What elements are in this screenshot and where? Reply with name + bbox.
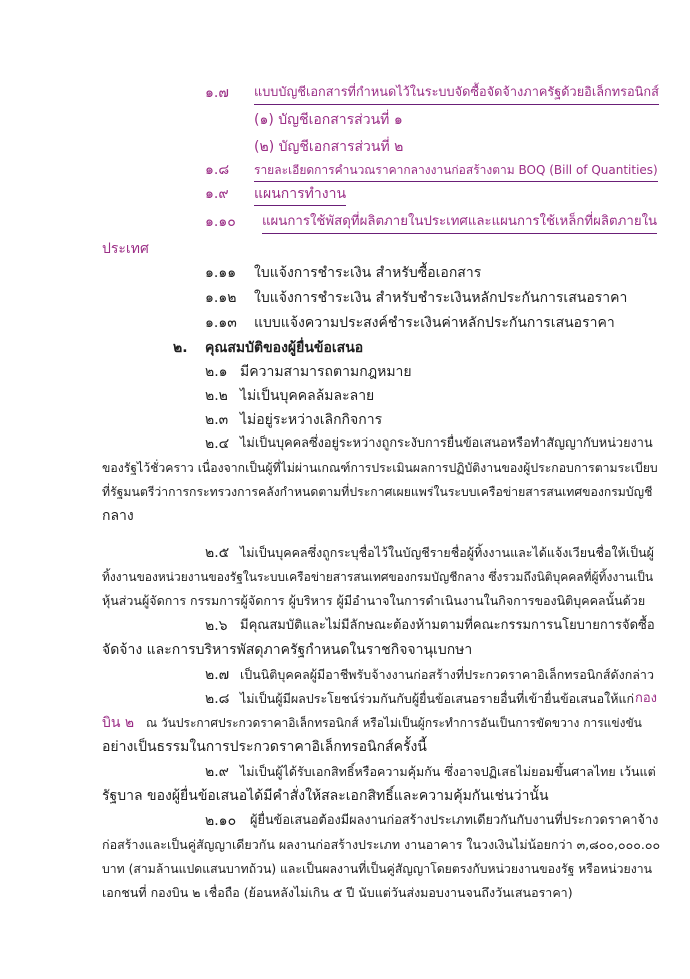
section-2-title: คุณสมบัติของผู้ยื่นข้อเสนอ [205,340,364,356]
item-2-1-text: มีความสามารถตามกฎหมาย [240,364,412,380]
item-2-4-number: ๒.๔ [205,436,230,452]
section-2-number: ๒. [173,340,188,356]
item-2-5-line-3: หุ้นส่วนผู้จัดการ กรรมการผู้จัดการ ผู้บริหาร ผู้มีอำนาจในการดำเนินงานในกิจการของนิติบุคคลนั้นด้วย [102,593,646,608]
item-1-7-sub-1: (๑) บัญชีเอกสารส่วนที่ ๑ [254,112,403,128]
item-1-10-text: แผนการใช้พัสดุที่ผลิตภายในประเทศและแผนการใช้เหล็กที่ผลิตภายใน [262,212,657,234]
item-2-8-org-name-part-1: กอง [635,691,658,706]
item-2-10-line-1: ผู้ยื่นข้อเสนอต้องมีผลงานก่อสร้างประเภทเดียวกันกับงานที่ประกวดราคาจ้าง [250,813,659,828]
item-2-3-number: ๒.๓ [205,412,229,428]
item-2-2-number: ๒.๒ [205,388,228,404]
item-1-12-number: ๑.๑๒ [205,290,237,306]
item-2-1-number: ๒.๑ [205,364,228,380]
item-2-4-line-2: ของรัฐไว้ชั่วคราว เนื่องจากเป็นผู้ที่ไม่ผ่านเกณฑ์การประเมินผลการปฏิบัติงานของผู้ประกอบการตามระเบียบ [102,461,658,475]
item-2-6-line-2: จัดจ้าง และการบริหารพัสดุภาครัฐกำหนดในราชกิจจานุเบกษา [102,642,473,658]
item-2-4-line-3: ที่รัฐมนตรีว่าการกระทรวงการคลังกำหนดตามที่ประกาศเผยแพร่ในระบบเครือข่ายสารสนเทศของกรมบัญชี [102,485,653,499]
item-2-9-line-1: ไม่เป็นผู้ได้รับเอกสิทธิ์หรือความคุ้มกัน ซึ่งอาจปฏิเสธไม่ยอมขึ้นศาลไทย เว้นแต่ [240,764,656,779]
item-2-2-text: ไม่เป็นบุคคลล้มละลาย [240,388,375,404]
item-1-8-text: รายละเอียดการคำนวณราคากลางงานก่อสร้างตาม BOQ (Bill of Quantities) [254,160,658,182]
item-2-5-number: ๒.๕ [205,545,230,561]
item-1-10-number: ๑.๑๐ [205,214,236,230]
item-2-5-line-1: ไม่เป็นบุคคลซึ่งถูกระบุชื่อไว้ในบัญชีรายชื่อผู้ทิ้งงานและได้แจ้งเวียนชื่อให้เป็นผู้ [240,545,654,560]
item-2-5-line-2: ทิ้งงานของหน่วยงานของรัฐในระบบเครือข่ายสารสนเทศของกรมบัญชีกลาง ซึ่งรวมถึงนิติบุคคลที่ผู้ทิ้งงานเป็น [102,570,654,584]
item-2-8-org-name-part-2: บิน ๒ [102,715,135,731]
item-2-7-text: เป็นนิติบุคคลผู้มีอาชีพรับจ้างงานก่อสร้างที่ประกวดราคาอิเล็กทรอนิกส์ดังกล่าว [240,667,654,682]
item-1-10-continuation: ประเทศ [102,241,149,257]
item-2-9-line-2: รัฐบาล ของผู้ยื่นข้อเสนอได้มีคำสั่งให้สละเอกสิทธิ์และความคุ้มกันเช่นว่านั้น [102,788,549,804]
item-2-4-line-1: ไม่เป็นบุคคลซึ่งอยู่ระหว่างถูกระงับการยื่นข้อเสนอหรือทำสัญญากับหน่วยงาน [240,436,653,451]
item-1-11-text: ใบแจ้งการชำระเงิน สำหรับซื้อเอกสาร [254,265,482,281]
item-1-7-text: แบบบัญชีเอกสารที่กำหนดไว้ในระบบจัดซื้อจัดจ้างภาครัฐด้วยอิเล็กทรอนิกส์ [254,83,659,105]
item-2-7-number: ๒.๗ [205,667,230,683]
item-1-11-number: ๑.๑๑ [205,265,237,281]
item-1-13-number: ๑.๑๓ [205,315,237,331]
item-2-3-text: ไม่อยู่ระหว่างเลิกกิจการ [240,412,383,428]
item-1-8-number: ๑.๘ [205,162,230,178]
item-1-7-number: ๑.๗ [205,85,229,101]
item-2-8-number: ๒.๘ [205,691,230,707]
item-2-4-line-4: กลาง [102,508,134,524]
item-1-13-text: แบบแจ้งความประสงค์ชำระเงินค่าหลักประกันการเสนอราคา [254,315,615,331]
item-2-6-line-1: มีคุณสมบัติและไม่มีลักษณะต้องห้ามตามที่คณะกรรมการนโยบายการจัดซื้อ [240,618,655,633]
item-2-10-number: ๒.๑๐ [205,813,237,829]
item-1-12-text: ใบแจ้งการชำระเงิน สำหรับชำระเงินหลักประกันการเสนอราคา [254,290,628,306]
item-2-8-line-3: อย่างเป็นธรรมในการประกวดราคาอิเล็กทรอนิกส์ครั้งนี้ [102,739,427,755]
item-2-6-number: ๒.๖ [205,618,228,634]
item-2-8-line-2: ณ วันประกาศประกวดราคาอิเล็กทรอนิกส์ หรือไม่เป็นผู้กระทำการอันเป็นการขัดขวาง การแข่งขัน [146,716,642,730]
item-2-10-line-3: บาท (สามล้านแปดแสนบาทถ้วน) และเป็นผลงานที่เป็นคู่สัญญาโดยตรงกับหน่วยงานของรัฐ หรือหน่วยงาน [102,862,652,876]
item-1-9-number: ๑.๙ [205,186,229,202]
item-2-9-number: ๒.๙ [205,764,229,780]
item-2-8-line-1: ไม่เป็นผู้มีผลประโยชน์ร่วมกันกับผู้ยื่นข้อเสนอรายอื่นที่เข้ายื่นข้อเสนอให้แก่ [240,691,635,706]
item-1-9-text: แผนการทำงาน [254,184,346,206]
item-2-10-line-2: ก่อสร้างและเป็นคู่สัญญาเดียวกัน ผลงานก่อสร้างประเภท งานอาคาร ในวงเงินไม่น้อยกว่า ๓,๘๐๐,๐๐๐.๐๐ [102,837,661,852]
item-1-7-sub-2: (๒) บัญชีเอกสารส่วนที่ ๒ [254,139,404,155]
item-2-10-line-4: เอกชนที่ กองบิน ๒ เชื่อถือ (ย้อนหลังไม่เกิน ๕ ปี นับแต่วันส่งมอบงานจนถึงวันเสนอราคา) [102,885,573,900]
